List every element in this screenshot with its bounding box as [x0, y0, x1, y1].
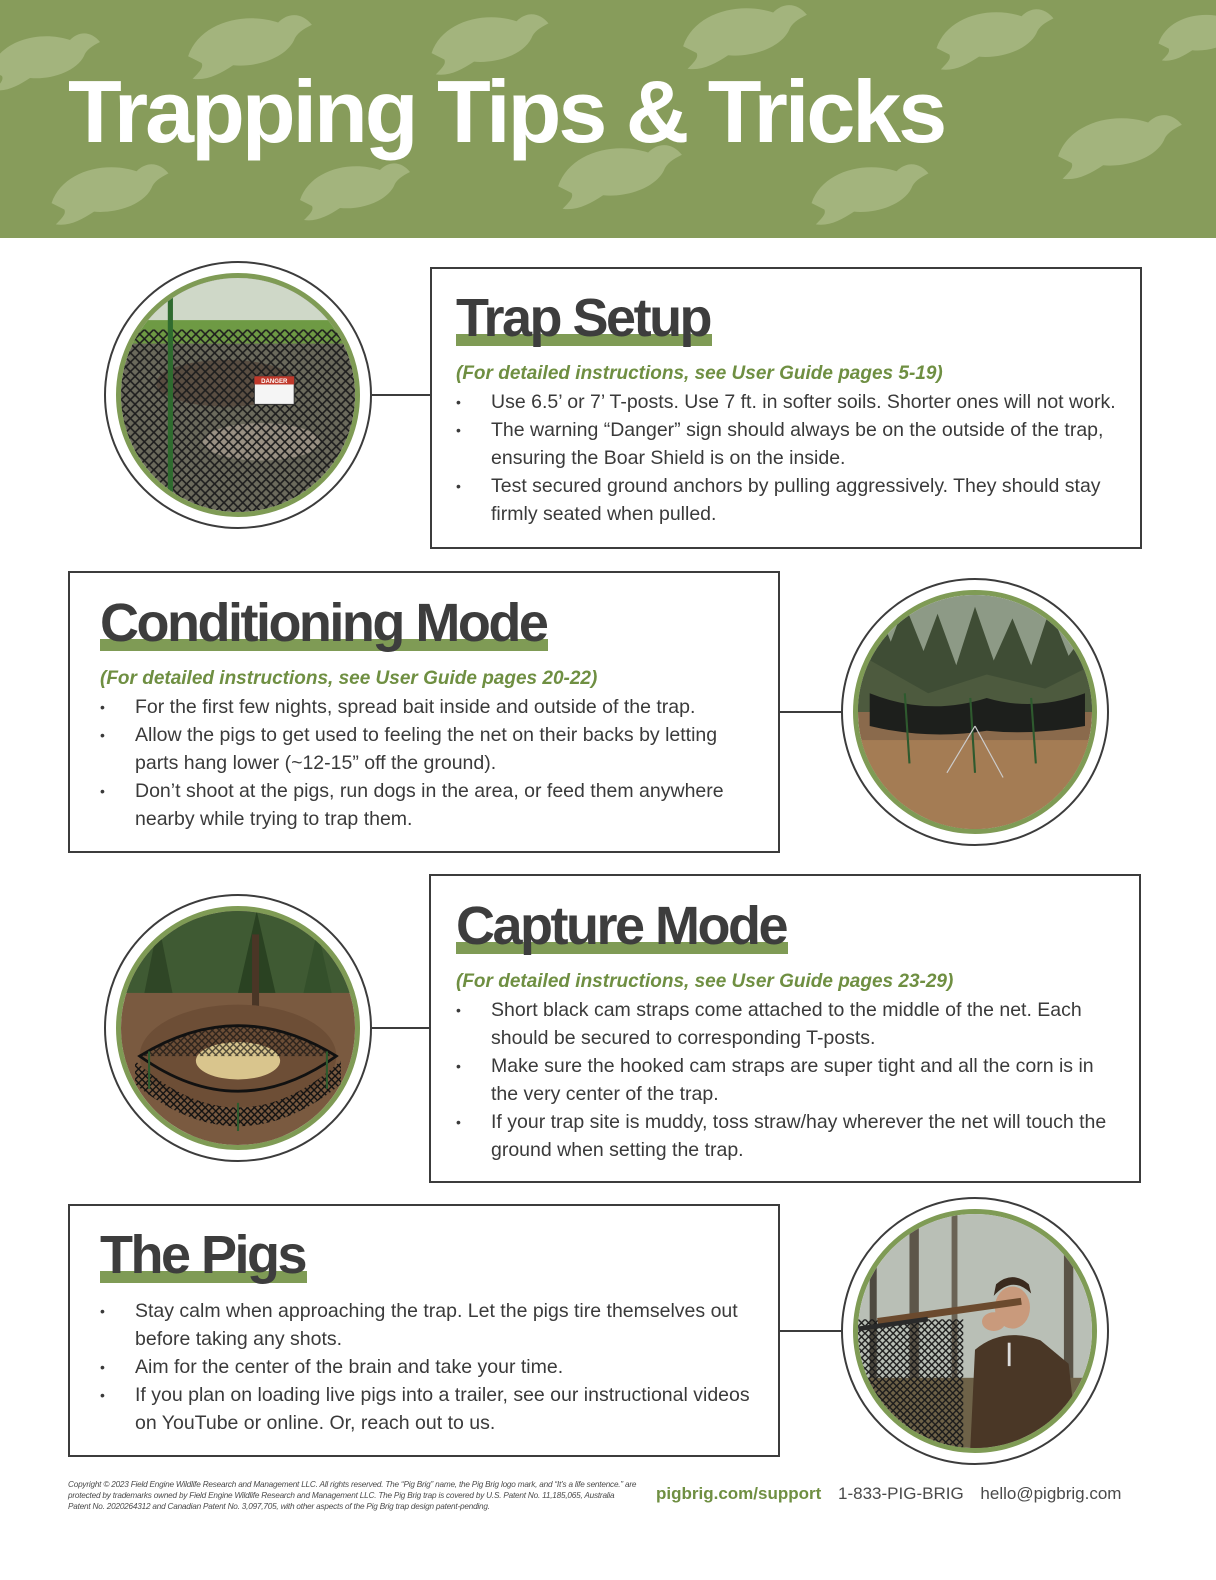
section-subtitle: (For detailed instructions, see User Guide pages 5-19) — [456, 363, 943, 384]
capture-mode-photo — [104, 894, 372, 1162]
list-item: • Test secured ground anchors by pulling aggressively. They should stay firmly seated when pulled. — [456, 472, 1126, 528]
running-pig-icon — [800, 150, 940, 235]
email-link[interactable]: hello@pigbrig.com — [980, 1484, 1122, 1503]
the-pigs-section — [68, 1204, 780, 1457]
running-pig-icon — [40, 150, 180, 235]
section-title: The Pigs — [100, 1225, 306, 1285]
the-pigs-photo — [841, 1197, 1109, 1465]
list-item: • Allow the pigs to get used to feeling the net on their backs by letting parts hang lower (~12-15” off the ground). — [100, 721, 740, 777]
list-item: • The warning “Danger” sign should always be on the outside of the trap, ensuring the Boar Shield is on the inside. — [456, 416, 1126, 472]
bullet-list — [456, 388, 1126, 528]
capture-mode-section — [429, 874, 1141, 1183]
list-item: • Aim for the center of the brain and take your time. — [100, 1353, 760, 1381]
phone-number[interactable]: 1-833-PIG-BRIG — [838, 1484, 964, 1503]
list-item: • Short black cam straps come attached to the middle of the net. Each should be secured to corresponding T-posts. — [456, 996, 1121, 1052]
running-pig-icon — [1150, 0, 1216, 70]
footer-contact — [656, 1482, 1146, 1506]
connector-line — [780, 1330, 842, 1332]
connector-line — [780, 711, 842, 713]
section-subtitle: (For detailed instructions, see User Guide pages 23-29) — [456, 971, 954, 992]
bullet-list — [100, 693, 740, 833]
list-item: • Use 6.5’ or 7’ T-posts. Use 7 ft. in softer soils. Shorter ones will not work. — [456, 388, 1126, 416]
section-title: Conditioning Mode — [100, 593, 547, 653]
copyright-notice: Copyright © 2023 Field Engine Wildlife Research and Management LLC. All rights reserved. The “Pig Brig” name, the Pig Brig logo mark, and “It’s a life sentence.” are protected by trademarks owned by Field Engine Wildlife Research and Management LLC. The Pig Brig trap is covered by U.S. Patent No. 11,185,065, Australia Patent No. 2020264312 and Canadian Patent No. 3,097,705, with other aspects of the Pig Brig trap design patent-pending. — [68, 1480, 637, 1511]
conditioning-mode-photo — [841, 578, 1109, 846]
section-title: Capture Mode — [456, 896, 787, 956]
header-banner — [0, 0, 1216, 238]
support-link[interactable]: pigbrig.com/support — [656, 1484, 822, 1503]
running-pig-icon — [290, 150, 420, 230]
list-item: • If your trap site is muddy, toss straw/hay wherever the net will touch the ground when setting the trap. — [456, 1108, 1121, 1164]
page-title: Trapping Tips & Tricks — [68, 62, 945, 161]
connector-line — [372, 1027, 430, 1029]
trap-setup-section — [430, 267, 1142, 549]
list-item: • Make sure the hooked cam straps are super tight and all the corn is in the very center of the trap. — [456, 1052, 1121, 1108]
running-pig-icon — [925, 0, 1065, 80]
bullet-list — [456, 996, 1121, 1164]
connector-line — [372, 394, 431, 396]
conditioning-mode-section — [68, 571, 780, 853]
section-subtitle: (For detailed instructions, see User Guide pages 20-22) — [100, 668, 598, 689]
danger-sign-text: DANGER — [261, 377, 288, 385]
list-item: • If you plan on loading live pigs into a trailer, see our instructional videos on YouTube or online. Or, reach out to us. — [100, 1381, 760, 1437]
trap-setup-photo — [104, 261, 372, 529]
list-item: • For the first few nights, spread bait inside and outside of the trap. — [100, 693, 740, 721]
bullet-list — [100, 1297, 760, 1437]
running-pig-icon — [1045, 100, 1195, 190]
list-item: • Don’t shoot at the pigs, run dogs in the area, or feed them anywhere nearby while trying to trap them. — [100, 777, 740, 833]
list-item: • Stay calm when approaching the trap. Let the pigs tire themselves out before taking any shots. — [100, 1297, 760, 1353]
section-title: Trap Setup — [456, 288, 711, 348]
